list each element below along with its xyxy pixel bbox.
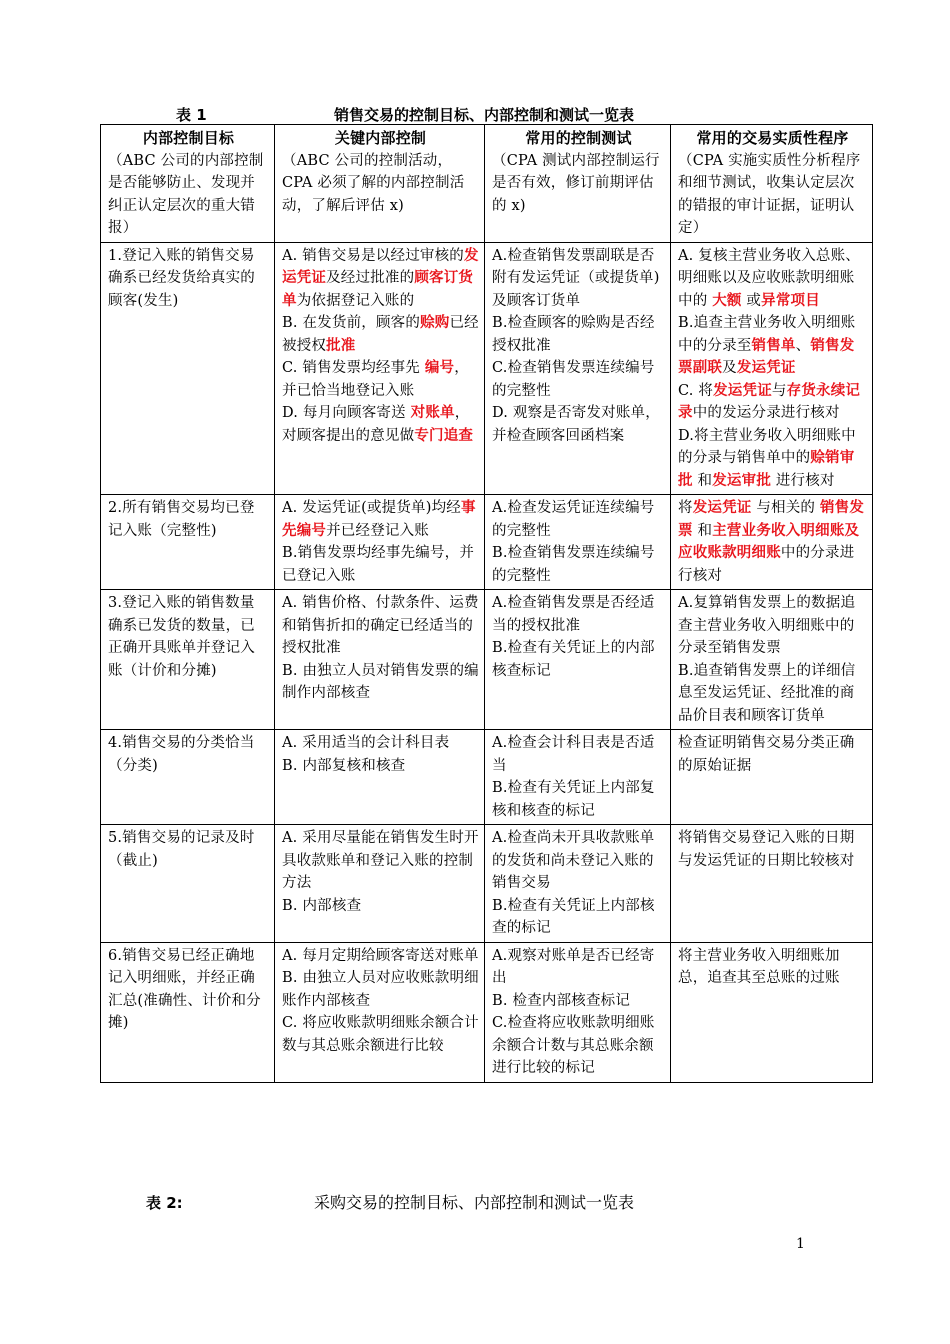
- cell-line: [282, 592, 479, 660]
- control-tests-cell: [485, 825, 671, 943]
- cell-line: [282, 402, 479, 447]
- highlighted-term: 主营业务收入明细账及应收账款明细账: [678, 522, 860, 561]
- substantive-procedures-cell: [671, 825, 873, 943]
- table-row: [101, 730, 873, 825]
- cell-line: [492, 592, 665, 637]
- table-header-row: [101, 125, 873, 243]
- control-tests-cell: [485, 590, 671, 730]
- text-segment: C.检查将应收账款明细账余额合计数与其总账余额进行比较的标记: [492, 1015, 655, 1076]
- highlighted-term: 存货永续记录: [678, 382, 861, 421]
- text-segment: 并已经登记入账: [326, 522, 430, 539]
- cell-line: [678, 425, 867, 493]
- header-description: （ABC 公司的控制活动，CPA 必须了解的内部控制活动，了解后评估 x): [282, 152, 465, 214]
- cell-line: [492, 895, 665, 940]
- text-segment: 将销售交易登记入账的日期与发运凭证的日期比较核对: [678, 830, 855, 869]
- header-description: （CPA 测试内部控制运行是否有效，修订前期评估的 x): [492, 152, 660, 214]
- cell-line: [282, 542, 479, 587]
- header-title: 内部控制目标: [142, 129, 235, 147]
- text-segment: 将: [678, 500, 693, 516]
- text-segment: B.检查顾客的赊购是否经授权批准: [492, 315, 655, 354]
- text-segment: A. 发运凭证(或提货单)均经: [282, 500, 462, 516]
- header-description: （ABC 公司的内部控制是否能够防止、发现并纠正认定层次的重大错报）: [108, 152, 264, 236]
- highlighted-term: 对账单: [410, 405, 455, 421]
- cell-line: [492, 312, 665, 357]
- key-controls-cell: [275, 590, 485, 730]
- text-segment: 及经过批准的: [326, 270, 415, 286]
- cell-line: [492, 402, 665, 447]
- header-objective: [101, 125, 275, 243]
- text-segment: 、: [795, 337, 811, 354]
- cell-line: [282, 967, 479, 1012]
- header-substantive-procedures: [671, 125, 873, 243]
- substantive-procedures-cell: [671, 495, 873, 590]
- cell-line: [282, 312, 479, 357]
- cell-line: [492, 245, 665, 313]
- table2-label: 表 2:: [146, 1194, 183, 1212]
- cell-line: [282, 895, 479, 918]
- key-controls-cell: [275, 942, 485, 1082]
- objective-cell: 3.登记入账的销售数量确系已发货的数量，已正确开具账单并登记入账（计价和分摊): [101, 590, 275, 730]
- sales-control-table: [100, 124, 873, 1083]
- highlighted-term: 发运凭证: [282, 247, 479, 286]
- highlighted-term: 发运凭证: [692, 500, 752, 516]
- text-segment: A. 销售交易是以经过审核的: [282, 247, 464, 264]
- text-segment: C. 将应收账款明细账余额合计数与其总账余额进行比较: [282, 1015, 479, 1054]
- text-segment: A.检查发运凭证连续编号的完整性: [492, 500, 655, 539]
- text-segment: 与: [771, 382, 787, 399]
- text-segment: ，对顾客提出的意见做: [282, 405, 470, 444]
- highlighted-term: 事先编号: [282, 500, 476, 539]
- text-segment: 进行核对: [771, 472, 835, 489]
- text-segment: A. 销售价格、付款条件、运费和销售折扣的确定已经适当的授权批准: [282, 595, 479, 656]
- key-controls-cell: [275, 242, 485, 495]
- table2-title: 采购交易的控制目标、内部控制和测试一览表: [314, 1193, 635, 1212]
- page-number: 1: [796, 1236, 805, 1252]
- header-description: （CPA 实施实质性分析程序和细节测试，收集认定层次的错报的审计证据，证明认定）: [678, 152, 861, 236]
- text-segment: 已经被授权: [282, 315, 479, 354]
- cell-line: [492, 1012, 665, 1080]
- objective-cell: 5.销售交易的记录及时（截止): [101, 825, 275, 943]
- cell-line: [678, 312, 867, 380]
- text-segment: A.检查销售发票副联是否附有发运凭证（或提货单)及顾客订货单: [492, 247, 660, 309]
- text-segment: B. 由独立人员对销售发票的编制作内部核查: [282, 662, 479, 701]
- objective-cell: 1.登记入账的销售交易确系已经发货给真实的顾客(发生): [101, 242, 275, 495]
- table-row: [101, 825, 873, 943]
- text-segment: A.检查销售发票是否经适当的授权批准: [492, 595, 655, 634]
- cell-line: [492, 357, 665, 402]
- cell-line: [678, 380, 867, 425]
- cell-line: [678, 592, 867, 660]
- substantive-procedures-cell: [671, 242, 873, 495]
- text-segment: B. 内部核查: [282, 897, 362, 914]
- cell-line: [678, 497, 867, 587]
- header-title: 关键内部控制: [334, 129, 427, 147]
- text-segment: B.销售发票均经事先编号，并已登记入账: [282, 545, 475, 584]
- control-tests-cell: [485, 495, 671, 590]
- table-row: [101, 495, 873, 590]
- text-segment: D.将主营业务收入明细账中的分录与销售单中的: [678, 427, 856, 466]
- text-segment: 将主营业务收入明细账加总，追查其至总账的过账: [678, 947, 840, 986]
- highlighted-term: 顾客订货单: [282, 270, 474, 309]
- cell-line: [678, 945, 867, 990]
- text-segment: B. 由独立人员对应收账款明细账作内部核查: [282, 970, 479, 1009]
- control-tests-cell: [485, 242, 671, 495]
- header-title: 常用的交易实质性程序: [696, 129, 849, 147]
- table-row: [101, 590, 873, 730]
- control-tests-cell: [485, 942, 671, 1082]
- table1-label: 表 1: [176, 106, 207, 124]
- highlighted-term: 销售单: [751, 337, 796, 354]
- cell-line: [282, 1012, 479, 1057]
- cell-line: [492, 542, 665, 587]
- objective-cell: 4.销售交易的分类恰当（分类): [101, 730, 275, 825]
- highlighted-term: 赊销审批: [678, 450, 855, 489]
- text-segment: B. 在发货前，顾客的: [282, 315, 421, 331]
- text-segment: A.观察对账单是否已经寄出: [492, 947, 655, 986]
- text-segment: B.检查有关凭证上内部核查的标记: [492, 897, 655, 936]
- text-segment: 检查证明销售交易分类正确的原始证据: [678, 735, 855, 774]
- text-segment: D. 每月向顾客寄送: [282, 405, 411, 421]
- cell-line: [282, 245, 479, 313]
- text-segment: C.检查销售发票连续编号的完整性: [492, 360, 655, 399]
- text-segment: 和: [692, 472, 713, 489]
- text-segment: 中的分录进行核对: [678, 545, 855, 584]
- text-segment: A.复算销售发票上的数据追查主营业务收入明细账中的分录至销售发票: [678, 595, 856, 656]
- text-segment: ，并已恰当地登记入账: [282, 360, 469, 399]
- cell-line: [492, 827, 665, 895]
- cell-line: [492, 637, 665, 682]
- cell-line: [678, 732, 867, 777]
- table-row: [101, 942, 873, 1082]
- text-segment: 或: [741, 292, 762, 309]
- cell-line: [492, 945, 665, 990]
- highlighted-term: 发运凭证: [736, 360, 796, 376]
- control-tests-cell: [485, 730, 671, 825]
- text-segment: 为依据登记入账的: [296, 292, 415, 309]
- key-controls-cell: [275, 825, 485, 943]
- text-segment: 中的发运分录进行核对: [692, 405, 840, 421]
- text-segment: C. 销售发票均经事先: [282, 360, 425, 376]
- text-segment: B. 检查内部核查标记: [492, 992, 631, 1009]
- highlighted-term: 发运审批: [712, 472, 772, 489]
- header-control-tests: [485, 125, 671, 243]
- cell-line: [282, 827, 479, 895]
- cell-line: [282, 945, 479, 968]
- text-segment: A.检查尚未开具收款账单的发货和尚未登记入账的销售交易: [492, 830, 655, 891]
- text-segment: B.追查销售发票上的详细信息至发运凭证、经批准的商品价目表和顾客订货单: [678, 662, 856, 724]
- highlighted-term: 销售发票: [678, 500, 865, 539]
- text-segment: C. 将: [678, 382, 714, 399]
- text-segment: A.检查会计科目表是否适当: [492, 735, 655, 774]
- highlighted-term: 发运凭证: [713, 382, 772, 399]
- cell-line: [282, 660, 479, 705]
- cell-line: [282, 497, 479, 542]
- cell-line: [678, 660, 867, 728]
- text-segment: A. 采用适当的会计科目表: [282, 735, 450, 751]
- substantive-procedures-cell: [671, 730, 873, 825]
- text-segment: 和: [692, 522, 713, 539]
- text-segment: B.追查主营业务收入明细账中的分录至: [678, 315, 856, 354]
- table-row: [101, 242, 873, 495]
- key-controls-cell: [275, 495, 485, 590]
- table1-caption: [100, 104, 872, 124]
- cell-line: [678, 245, 867, 313]
- highlighted-term: 专门追查: [414, 427, 474, 444]
- key-controls-cell: [275, 730, 485, 825]
- text-segment: B. 内部复核和核查: [282, 757, 406, 774]
- text-segment: 与相关的: [751, 500, 820, 516]
- text-segment: B.检查有关凭证上的内部核查标记: [492, 640, 655, 679]
- table2-caption: [100, 1190, 872, 1214]
- text-segment: A. 采用尽量能在销售发生时开具收款账单和登记入账的控制方法: [282, 830, 479, 891]
- substantive-procedures-cell: [671, 590, 873, 730]
- objective-cell: 6.销售交易已经正确地记入明细账，并经正确汇总(准确性、计价和分摊): [101, 942, 275, 1082]
- text-segment: A. 复核主营业务收入总账、明细账以及应收账款明细账中的: [678, 247, 860, 309]
- cell-line: [282, 755, 479, 778]
- substantive-procedures-cell: [671, 942, 873, 1082]
- objective-cell: 2.所有销售交易均已登记入账（完整性): [101, 495, 275, 590]
- cell-line: [492, 990, 665, 1013]
- highlighted-term: 赊购: [420, 315, 450, 331]
- table1-title: 销售交易的控制目标、内部控制和测试一览表: [334, 106, 635, 124]
- header-title: 常用的控制测试: [525, 129, 632, 147]
- text-segment: A. 每月定期给顾客寄送对账单: [282, 947, 479, 964]
- text-segment: D. 观察是否寄发对账单，并检查顾客回函档案: [492, 405, 660, 444]
- cell-line: [282, 357, 479, 402]
- text-segment: 及: [722, 360, 737, 376]
- cell-line: [492, 732, 665, 777]
- text-segment: B.检查有关凭证上内部复核和核查的标记: [492, 780, 655, 819]
- highlighted-term: 批准: [326, 337, 356, 354]
- highlighted-term: 大额: [712, 292, 742, 309]
- cell-line: [492, 777, 665, 822]
- cell-line: [492, 497, 665, 542]
- highlighted-term: 编号: [424, 360, 455, 376]
- highlighted-term: 销售发票副联: [678, 337, 855, 376]
- cell-line: [678, 827, 867, 872]
- text-segment: B.检查销售发票连续编号的完整性: [492, 545, 655, 584]
- cell-line: [282, 732, 479, 755]
- header-key-controls: [275, 125, 485, 243]
- highlighted-term: 异常项目: [761, 292, 820, 309]
